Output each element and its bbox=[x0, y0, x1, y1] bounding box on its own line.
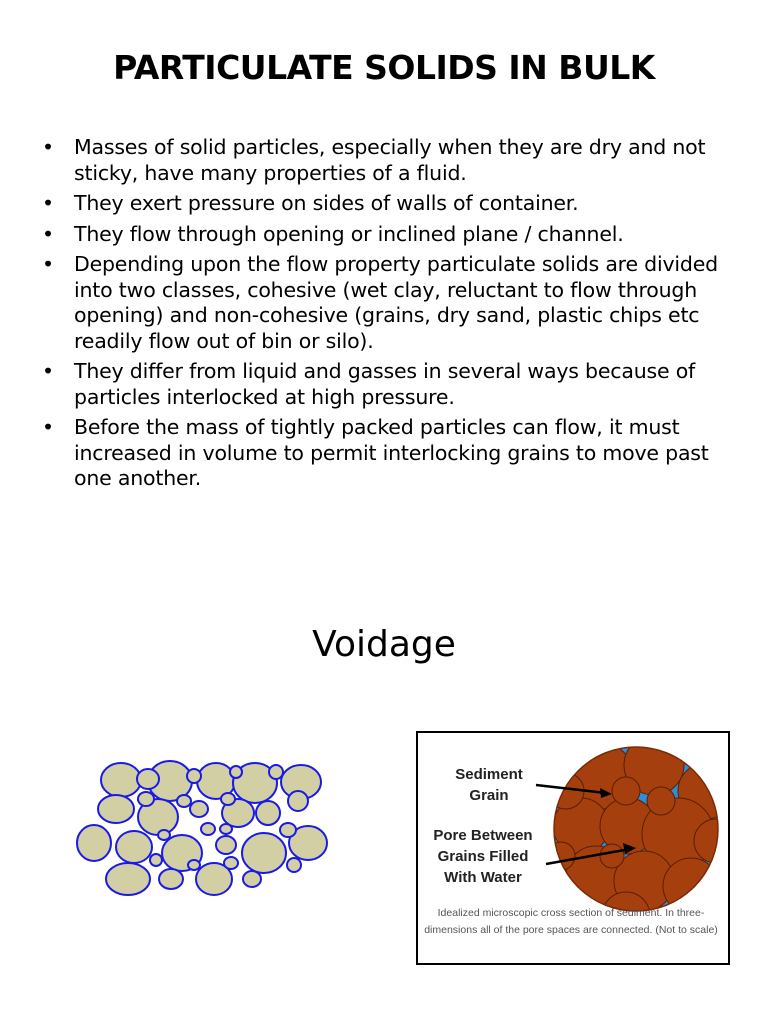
bullet-marker: • bbox=[42, 135, 54, 159]
grain-particle bbox=[106, 863, 150, 895]
sediment-grain bbox=[612, 777, 640, 805]
bullet-item bbox=[40, 222, 740, 248]
grain-particle bbox=[242, 833, 286, 873]
pore-label-line: Pore Between bbox=[433, 827, 533, 844]
grain-particle bbox=[230, 766, 242, 778]
sediment-grain bbox=[647, 787, 675, 815]
page-title: PARTICULATE SOLIDS IN BULK bbox=[113, 48, 655, 87]
pore-label-line: Grains Filled bbox=[437, 848, 529, 865]
grain-particle bbox=[256, 801, 280, 825]
bullet-marker: • bbox=[42, 221, 54, 246]
bullet-marker: • bbox=[42, 359, 54, 383]
grain-particle bbox=[190, 801, 208, 817]
grain-particle bbox=[201, 823, 215, 835]
grain-particle bbox=[177, 795, 191, 807]
grain-particle bbox=[101, 763, 141, 797]
bullet-item bbox=[40, 359, 740, 410]
grain-particle bbox=[269, 765, 283, 779]
sediment-grain bbox=[600, 844, 624, 868]
grain-particle bbox=[98, 795, 134, 823]
bullet-text: They exert pressure on sides of walls of container. bbox=[74, 191, 579, 215]
pore-label-line: With Water bbox=[444, 869, 522, 886]
sediment-grain-label-line: Sediment bbox=[455, 766, 523, 783]
sediment-cross-section-figure bbox=[416, 731, 730, 965]
pore-label bbox=[422, 825, 544, 888]
grain-particle bbox=[220, 824, 232, 834]
grain-particle bbox=[138, 792, 154, 806]
bullet-text: Before the mass of tightly packed particles can flow, it must increased in volume to permit interlocking grains to move past one another. bbox=[74, 415, 709, 490]
sediment-grain-label-line: Grain bbox=[469, 787, 509, 804]
grain-particle bbox=[137, 769, 159, 789]
grain-particle bbox=[150, 854, 162, 866]
grain-particle bbox=[188, 860, 200, 870]
grain-particle bbox=[159, 869, 183, 889]
figure-caption: Idealized microscopic cross section of sediment. In three-dimensions all of the pore spaces are connected. (Not to scale) bbox=[424, 907, 718, 936]
bullet-item bbox=[40, 135, 740, 186]
grain-particle bbox=[287, 858, 301, 872]
bullet-marker: • bbox=[42, 252, 54, 276]
grain-particle bbox=[221, 793, 235, 805]
grain-particle bbox=[77, 825, 111, 861]
grain-particle bbox=[243, 871, 261, 887]
sediment-grain-label bbox=[434, 764, 544, 806]
bullet-list bbox=[40, 135, 740, 497]
grain-particle bbox=[187, 769, 201, 783]
grain-particle bbox=[224, 857, 238, 869]
grain-particle bbox=[216, 836, 236, 854]
bullet-marker: • bbox=[42, 415, 54, 439]
grain-particle bbox=[158, 830, 170, 840]
bullet-text: Depending upon the flow property particulate solids are divided into two classes, cohesive (wet clay, reluctant to flow through opening) and non-cohesive (grains, dry sand, plastic chips etc readily flow out of bin or silo). bbox=[74, 252, 718, 353]
bullet-text: Masses of solid particles, especially when they are dry and not sticky, have many properties of a fluid. bbox=[74, 135, 706, 185]
grain-particle bbox=[288, 791, 308, 811]
grain-particle bbox=[280, 823, 296, 837]
grain-particle bbox=[116, 831, 152, 863]
bullet-item bbox=[40, 252, 740, 354]
bullet-marker: • bbox=[42, 191, 54, 215]
bullet-item bbox=[40, 415, 740, 492]
section-heading: Voidage bbox=[312, 624, 456, 665]
bullet-text: They flow through opening or inclined plane / channel. bbox=[74, 221, 624, 246]
sediment-grain bbox=[547, 842, 575, 870]
bullet-text: They differ from liquid and gasses in several ways because of particles interlocked at high pressure. bbox=[74, 359, 696, 409]
packed-grains-illustration bbox=[76, 755, 330, 899]
bullet-item bbox=[40, 191, 740, 217]
